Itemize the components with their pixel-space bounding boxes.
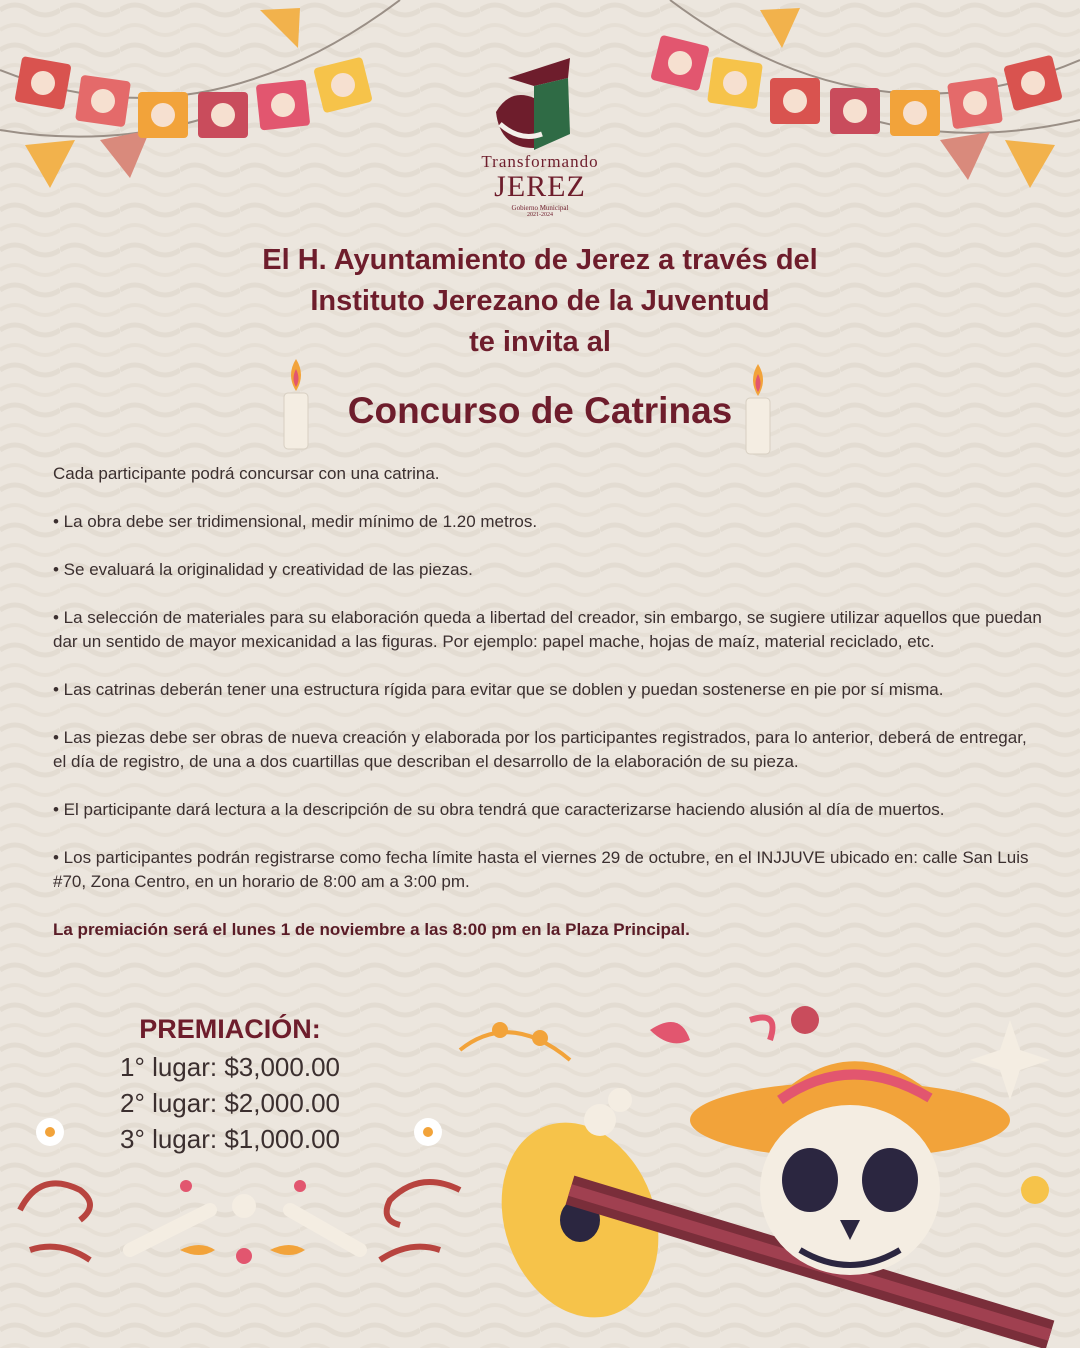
- heading-line-1: El H. Ayuntamiento de Jerez a través del: [262, 244, 818, 276]
- prizes-heading: PREMIACIÓN:: [139, 1014, 321, 1044]
- prize-third: 3° lugar: $1,000.00: [119, 1124, 340, 1154]
- logo-line-3: Gobierno Municipal: [511, 204, 569, 212]
- rule-item: • La selección de materiales para su elaboración queda a libertad del creador, sin embargo, se sugiere utilizar aquellos que puedan dar un sentido de mayor mexicanidad a las figuras. Por ejemplo: papel mache, hojas de maíz, material reciclado, etc.: [53, 608, 1042, 651]
- papel-picado-right: [650, 0, 1080, 200]
- rule-item: • Las piezas debe ser obras de nueva creación y elaborada por los participantes registrados, para lo anterior, deberá de entregar, el día de registro, de una a dos cuartillas que describan el desarrollo de la elaboración de su pieza.: [53, 728, 1027, 771]
- rule-item: • Las catrinas deberán tener una estructura rígida para evitar que se doblen y puedan sostenerse en pie por sí misma.: [53, 680, 944, 699]
- contest-title: Concurso de Catrinas: [347, 390, 733, 431]
- heading-line-2: Instituto Jerezano de la Juventud: [310, 285, 770, 317]
- jerez-emblem-icon: [430, 48, 650, 152]
- rule-item: • El participante dará lectura a la descripción de su obra tendrá que caracterizarse haciendo alusión al día de muertos.: [53, 800, 945, 819]
- prize-first: 1° lugar: $3,000.00: [119, 1052, 340, 1082]
- invitation-heading: [100, 240, 980, 363]
- award-note: La premiación será el lunes 1 de noviembre a las 8:00 pm en la Plaza Principal.: [53, 920, 690, 939]
- heading-line-3: te invita al: [469, 326, 611, 358]
- rules-section: [53, 462, 1043, 966]
- logo-line-2: JEREZ: [494, 170, 586, 203]
- papel-picado-left: [0, 0, 420, 200]
- logo-line-1: Transformando: [481, 152, 599, 171]
- rule-item: • Los participantes podrán registrarse como fecha límite hasta el viernes 29 de octubre, en el INJJUVE ubicado en: calle San Luis #70, Zona Centro, en un horario de 8:00 am a 3:00 pm.: [53, 848, 1029, 891]
- skull-guitar-illustration: [450, 990, 1080, 1348]
- prize-second: 2° lugar: $2,000.00: [119, 1088, 340, 1118]
- bones-flowers-decoration: [0, 1110, 480, 1348]
- rule-item: • La obra debe ser tridimensional, medir mínimo de 1.20 metros.: [53, 512, 538, 531]
- rule-item: Cada participante podrá concursar con una catrina.: [53, 464, 440, 483]
- rule-item: • Se evaluará la originalidad y creatividad de las piezas.: [53, 560, 473, 579]
- municipal-logo: [430, 48, 650, 228]
- logo-line-4: 2021-2024: [527, 212, 553, 218]
